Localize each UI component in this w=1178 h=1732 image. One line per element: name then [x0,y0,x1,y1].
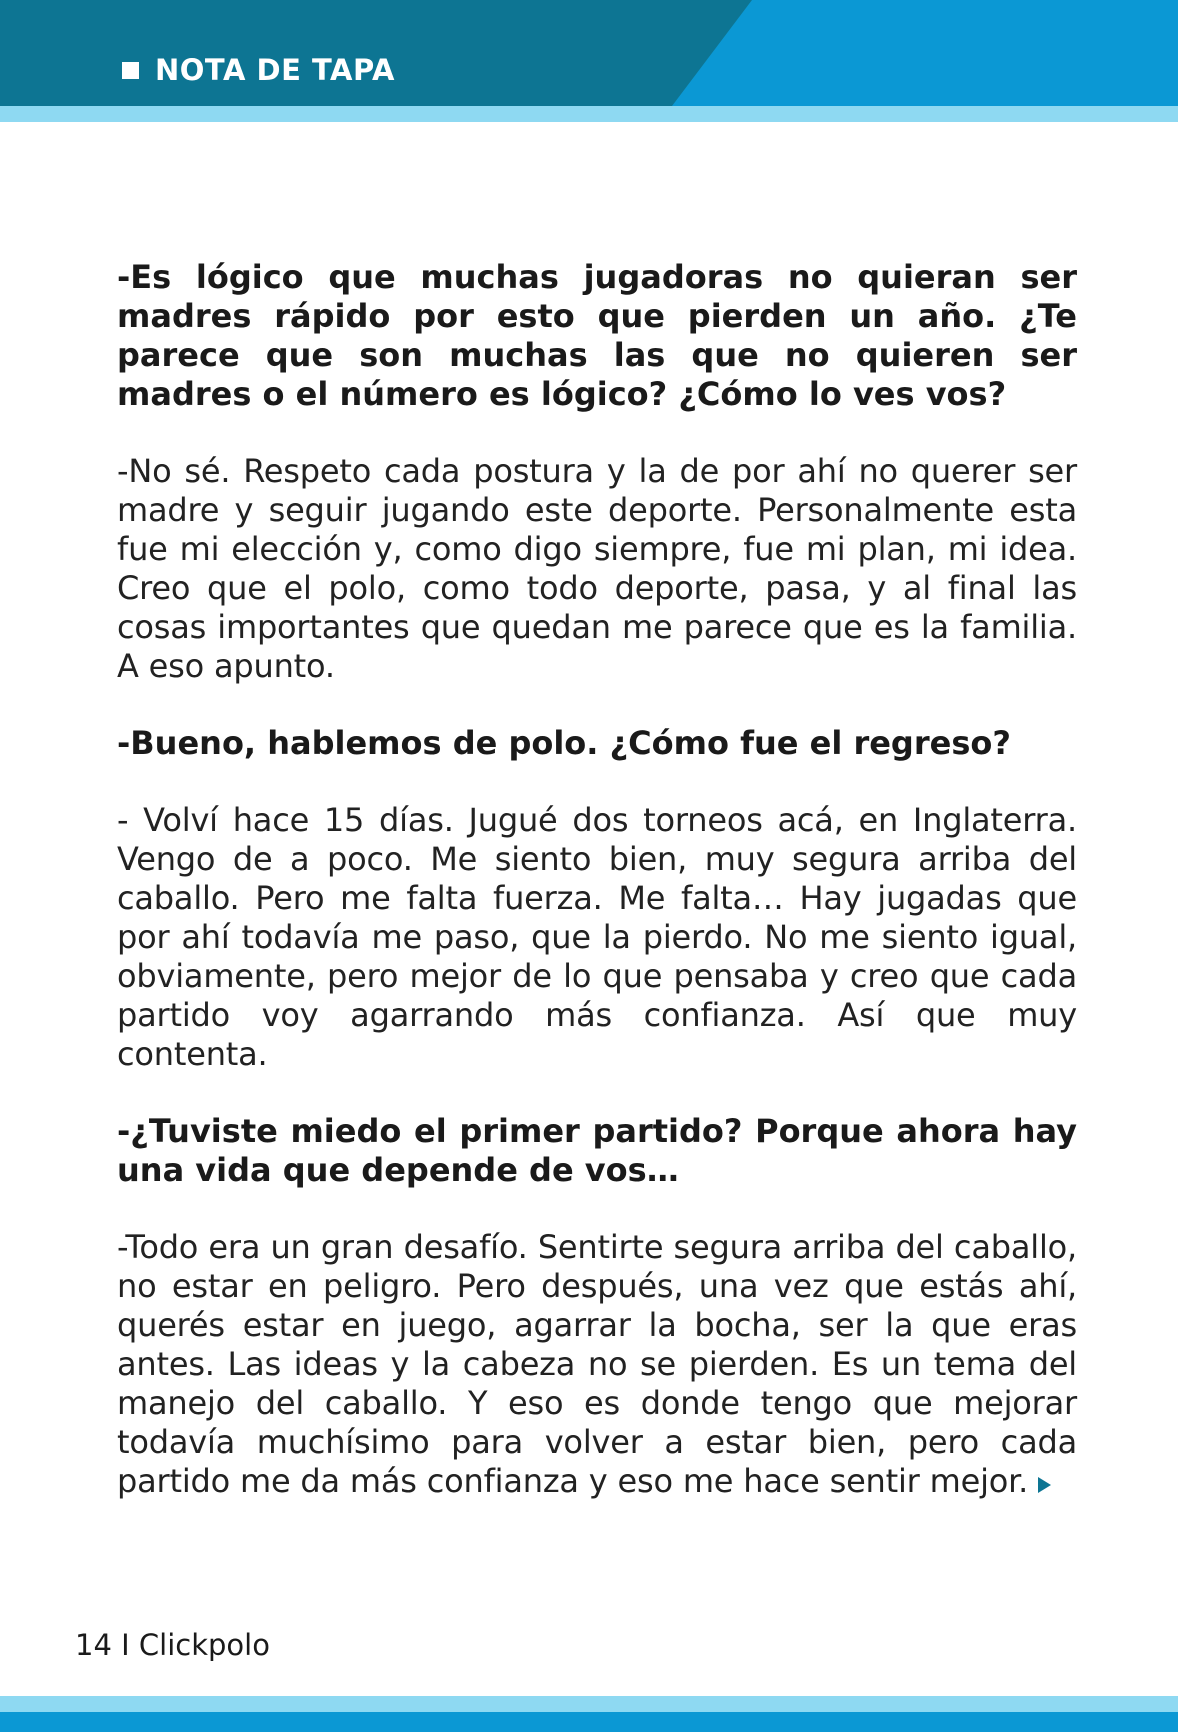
square-bullet-icon [122,62,139,79]
interview-answer: - Volví hace 15 días. Jugué dos torneos acá, en Inglaterra. Vengo de a poco. Me siento bien, muy segura arriba del caballo. Pero me falta fuerza. Me falta… Hay jugadas que por ahí todavía me paso, que la pierdo. No me siento igual, obviamente, pero mejor de lo que pensaba y creo que cada partido voy agarrando más confianza. Así que muy contenta. [117,801,1077,1073]
footer-stripe-light [0,1696,1178,1712]
interview-question: -Es lógico que muchas jugadoras no quieran ser madres rápido por esto que pierden un año. ¿Te parece que son muchas las que no quieren ser madres o el número es lógico? ¿Cómo lo ves vos? [117,258,1077,413]
page-folio: 14 I Clickpolo [75,1628,270,1662]
interview-answer-text: -Todo era un gran desafío. Sentirte segura arriba del caballo, no estar en peligro. Pero después, una vez que estás ahí, querés estar en juego, agarrar la bocha, ser la que eras antes. Las ideas y la cabeza no se pierden. Es un tema del manejo del caballo. Y eso es donde tengo que mejorar todavía muchísimo para volver a estar bien, pero cada partido me da más confianza y eso me hace sentir mejor. [117,1228,1077,1500]
interview-answer-final [117,1228,1077,1501]
article-body [117,258,1077,1539]
header-stripe [0,106,1178,122]
footer-stripe-dark [0,1712,1178,1732]
section-label-text: NOTA DE TAPA [155,53,395,87]
triangle-right-icon [1038,1477,1051,1493]
section-label [122,50,395,90]
interview-question: -¿Tuviste miedo el primer partido? Porque ahora hay una vida que depende de vos… [117,1112,1077,1189]
interview-answer: -No sé. Respeto cada postura y la de por ahí no querer ser madre y seguir jugando este deporte. Personalmente esta fue mi elección y, como digo siempre, fue mi plan, mi idea. Creo que el polo, como todo deporte, pasa, y al final las cosas importantes que quedan me parece que es la familia. A eso apunto. [117,452,1077,685]
interview-question: -Bueno, hablemos de polo. ¿Cómo fue el regreso? [117,724,1011,762]
